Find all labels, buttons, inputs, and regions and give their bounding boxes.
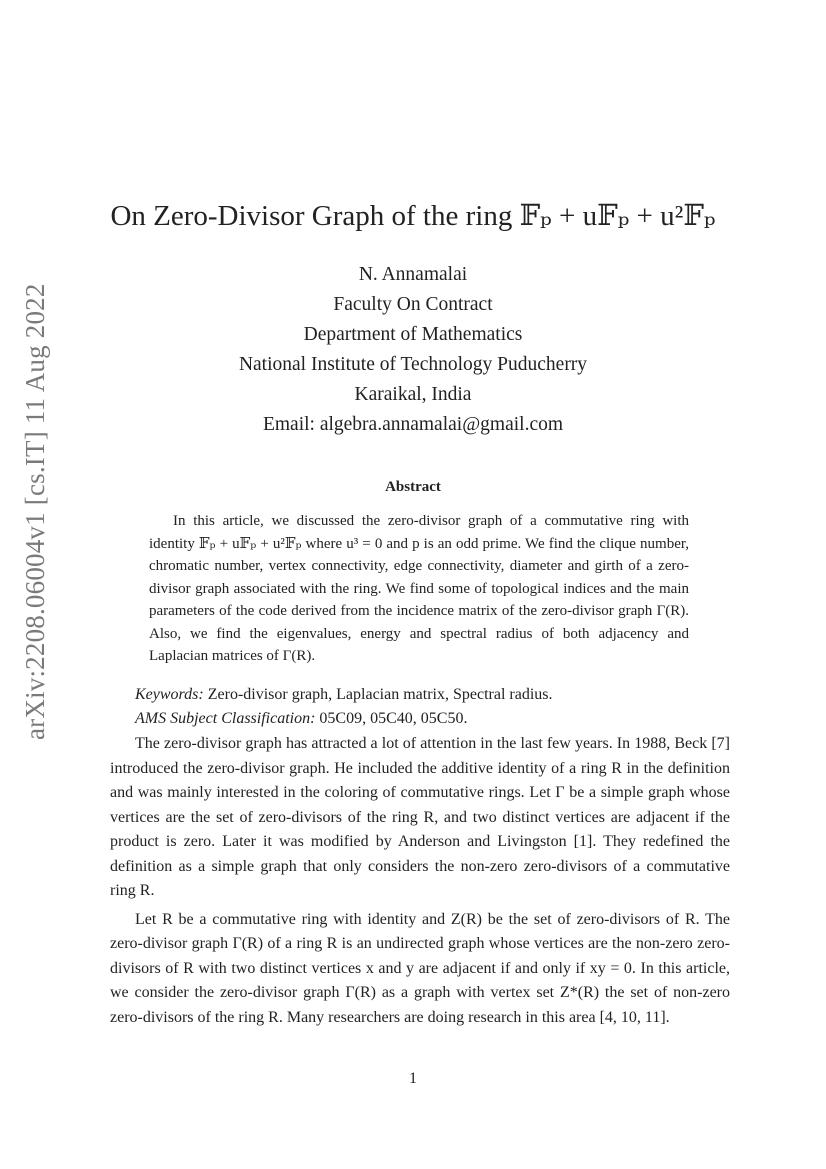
author-department: Department of Mathematics [303, 324, 523, 345]
keywords-label: Keywords: [135, 686, 204, 703]
author-location: Karaikal, India [354, 384, 472, 405]
keywords-value: Zero-divisor graph, Laplacian matrix, Spectral radius. [207, 686, 553, 703]
paragraph: The zero-divisor graph has attracted a lot of attention in the last few years. In 1988, Beck [7] introduced the zero-divisor graph. He included the additive identity of a ring R in the definition and was mainly interested in the coloring of commutative rings. Let Γ be a simple graph whose vertices are the set of zero-divisors of the ring R, and two distinct vertices are adjacent if the product is zero. Later it was modified by Anderson and Livingston [1]. They redefined the definition as a simple graph that only considers the non-zero zero-divisors of a commutative ring R. [110, 735, 730, 899]
body-text [110, 732, 730, 1030]
paper-title: On Zero-Divisor Graph of the ring 𝔽ₚ + u𝔽ₚ + u²𝔽ₚ [110, 200, 716, 232]
abstract [149, 510, 689, 668]
ams-label: AMS Subject Classification: [135, 710, 316, 728]
paper-metadata [110, 683, 730, 732]
ams-value: 05C09, 05C40, 05C50. [319, 710, 468, 728]
paragraph: Let R be a commutative ring with identity and Z(R) be the set of zero-divisors of R. The zero-divisor graph Γ(R) of a ring R is an undirected graph whose vertices are the non-zero zero-divisors of R with two distinct vertices x and y are adjacent if and only if xy = 0. In this article, we consider the zero-divisor graph Γ(R) as a graph with vertex set Z*(R) the set of non-zero zero-divisors of the ring R. Many researchers are doing research in this area [4, 10, 11]. [110, 910, 730, 1026]
page-number: 1 [409, 1070, 417, 1087]
author-name: N. Annamalai [358, 264, 468, 285]
author-email: Email: algebra.annamalai@gmail.com [262, 414, 564, 435]
author-block [0, 260, 826, 440]
abstract-heading: Abstract [385, 479, 441, 495]
ams-classification-line [110, 707, 730, 731]
abstract-text: In this article, we discussed the zero-divisor graph of a commutative ring with identity 𝔽ₚ + u𝔽ₚ + u²𝔽ₚ where u³ = 0 and p is an odd prime. We find the clique number, chromatic number, vertex connectivity, edge connectivity, diameter and girth of a zero-divisor graph associated with the ring. We find some of topological indices and the main parameters of the code derived from the incidence matrix of the zero-divisor graph Γ(R). Also, we find the eigenvalues, energy and spectral radius of both adjacency and Laplacian matrices of Γ(R). [149, 513, 689, 664]
author-institution: National Institute of Technology Puducherry [238, 354, 588, 375]
keywords-line [110, 683, 730, 707]
author-position: Faculty On Contract [333, 294, 493, 315]
arxiv-identifier-stamp: arXiv:2208.06004v1 [cs.IT] 11 Aug 2022 [20, 283, 50, 740]
